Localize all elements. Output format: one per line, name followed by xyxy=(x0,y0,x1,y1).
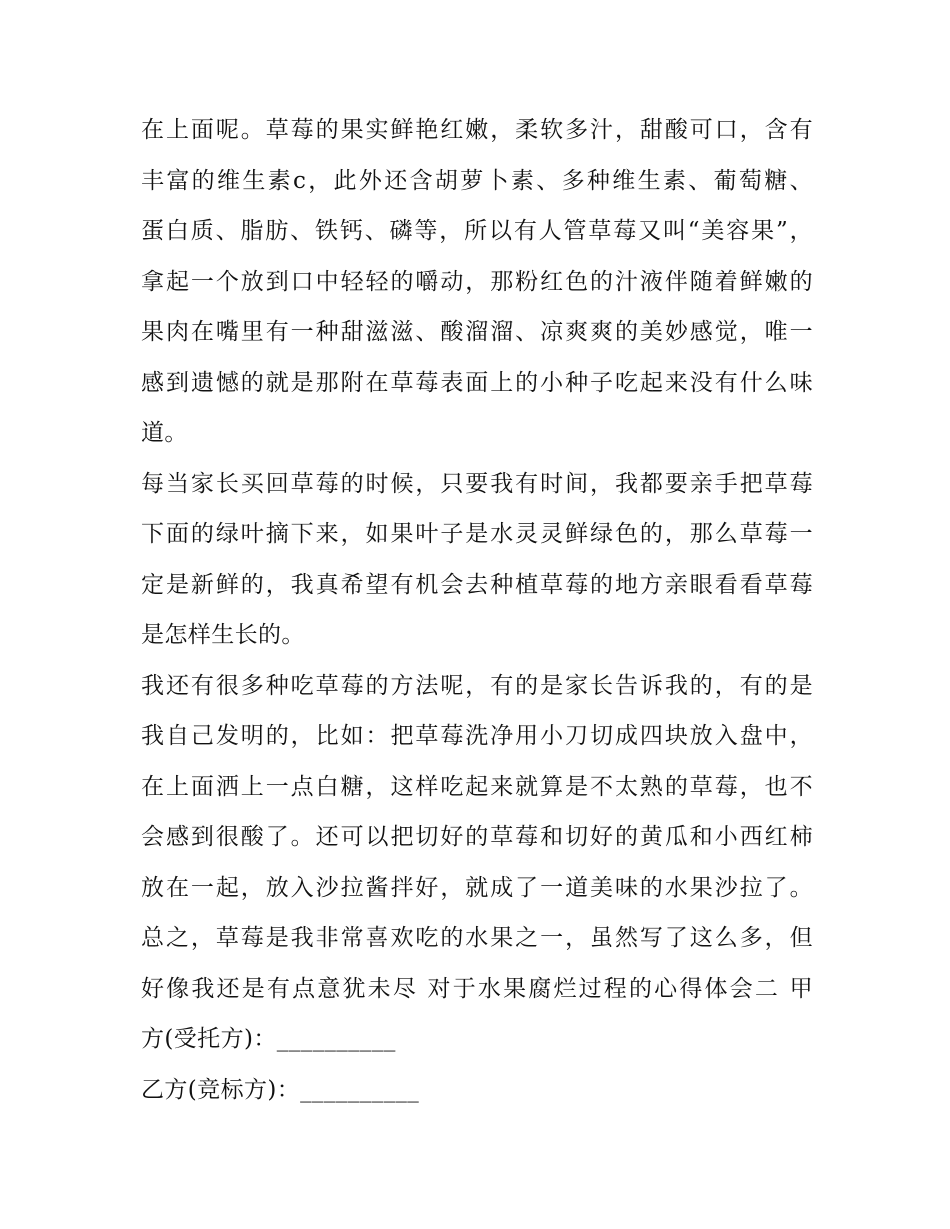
party-a-line: 方(受托方)：__________ xyxy=(141,1026,396,1052)
text-line: 会感到很酸了。还可以把切好的草莓和切好的黄瓜和小西红柿 xyxy=(141,824,813,850)
text-line: 是怎样生长的。 xyxy=(141,622,305,648)
text-line: 定是新鲜的，我真希望有机会去种植草莓的地方亲眼看看草莓 xyxy=(141,571,813,598)
text-line: 丰富的维生素c，此外还含胡萝卜素、多种维生素、葡萄糖、 xyxy=(141,167,813,194)
text-line: 感到遗憾的就是那附在草莓表面上的小种子吃起来没有什么味 xyxy=(141,369,813,396)
text-line: 每当家长买回草莓的时候，只要我有时间，我都要亲手把草莓 xyxy=(141,470,813,497)
text-line: 道。 xyxy=(141,420,188,446)
document-body xyxy=(141,105,813,1115)
text-line: 我还有很多种吃草莓的方法呢，有的是家长告诉我的，有的是 xyxy=(141,672,813,699)
text-line: 蛋白质、脂肪、铁钙、磷等，所以有人管草莓又叫“美容果”， xyxy=(141,218,813,244)
text-line: 在上面洒上一点白糖，这样吃起来就算是不太熟的草莓，也不 xyxy=(141,773,813,800)
party-b-line: 乙方(竞标方)：__________ xyxy=(141,1076,420,1103)
text-line: 总之，草莓是我非常喜欢吃的水果之一，虽然写了这么多，但 xyxy=(141,925,813,951)
text-line: 在上面呢。草莓的果实鲜艳红嫩，柔软多汁，甜酸可口，含有 xyxy=(141,117,813,143)
text-line: 果肉在嘴里有一种甜滋滋、酸溜溜、凉爽爽的美妙感觉，唯一 xyxy=(141,319,813,345)
text-line: 好像我还是有点意犹未尽 对于水果腐烂过程的心得体会二 甲 xyxy=(141,975,813,1002)
text-line: 放在一起，放入沙拉酱拌好，就成了一道美味的水果沙拉了。 xyxy=(141,874,813,901)
text-line: 拿起一个放到口中轻轻的嚼动，那粉红色的汁液伴随着鲜嫩的 xyxy=(141,268,813,295)
text-line: 下面的绿叶摘下来，如果叶子是水灵灵鲜绿色的，那么草莓一 xyxy=(141,521,813,547)
text-line: 我自己发明的，比如：把草莓洗净用小刀切成四块放入盘中， xyxy=(141,723,813,749)
